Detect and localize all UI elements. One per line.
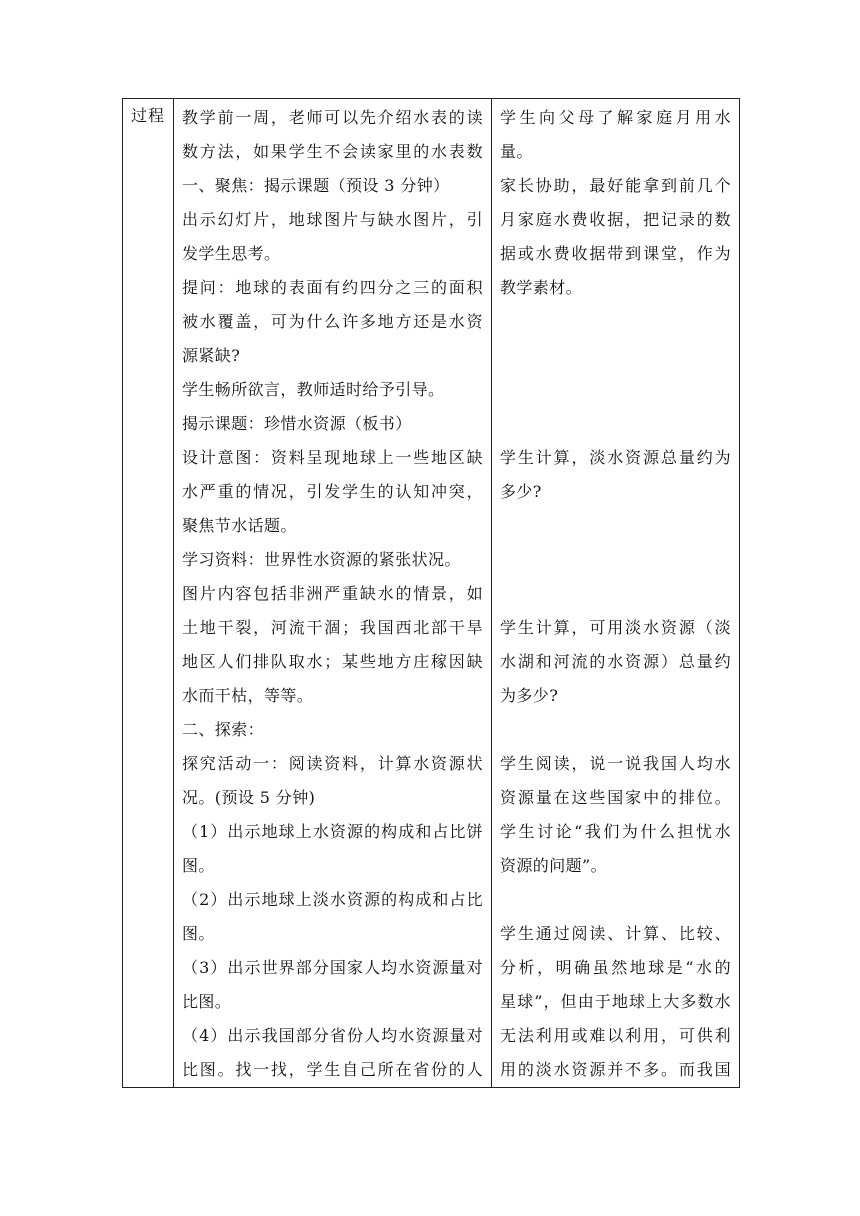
text-line: 多少? [500,482,542,501]
text-line: 资源的问题”。 [500,856,607,875]
text-line: 比图。找一找，学生自己所在省份的人 [182,1060,483,1079]
text-line: 被水覆盖，可为什么许多地方还是水资 [182,312,483,331]
text-line: 学生通过阅读、计算、比较、 [500,924,731,943]
text-line: 水严重的情况，引发学生的认知冲突， [182,482,483,501]
student-activity-cell [492,99,740,1088]
text-line: 水而干枯，等等。 [182,686,314,705]
text-line: 教学前一周，老师可以先介绍水表的读 [182,108,483,127]
lesson-plan-table [122,98,740,1088]
text-line [500,543,731,577]
text-line: 用的淡水资源并不多。而我国 [500,1060,731,1079]
text-line: 为多少? [500,686,559,705]
text-line: 水湖和河流的水资源）总量约 [500,652,731,671]
text-line: 资源量在这些国家中的排位。 [500,788,731,807]
text-line: 揭示课题：珍惜水资源（板书） [182,414,412,433]
text-line: 分析，明确虽然地球是“水的 [500,958,731,977]
table-row [123,99,740,1088]
text-line [500,509,731,543]
text-line: 量。 [500,142,533,161]
text-line: 源紧缺? [182,346,241,365]
text-line: 况。(预设 5 分钟) [182,788,316,807]
text-line: （3）出示世界部分国家人均水资源量对 [182,958,483,977]
text-line [500,577,731,611]
teaching-process-text [174,99,491,1087]
text-line: （4）出示我国部分省份人均水资源量对 [182,1026,483,1045]
text-line: 学生计算，可用淡水资源（淡 [500,618,731,637]
student-activity-text [492,99,739,1087]
row-label: 过程 [130,106,165,125]
row-label-cell [123,99,174,1088]
text-line: 地区人们排队取水；某些地方庄稼因缺 [182,652,483,671]
text-line: 学生讨论“我们为什么担忧水 [500,822,731,841]
text-line: 学生向父母了解家庭月用水 [500,108,731,127]
text-line: 据或水费收据带到课堂，作为 [500,244,731,263]
text-line: 家长协助，最好能拿到前几个 [500,176,731,195]
text-line: 发学生思考。 [182,244,281,263]
text-line [500,305,731,339]
text-line [500,713,731,747]
text-line: 图片内容包括非洲严重缺水的情景，如 [182,584,483,603]
text-line: 土地干裂，河流干涸；我国西北部干旱 [182,618,483,637]
text-line [500,407,731,441]
text-line: 图。 [182,856,215,875]
text-line: （1）出示地球上水资源的构成和占比饼 [182,822,483,841]
text-line: 星球”，但由于地球上大多数水 [500,992,731,1011]
text-line: 探究活动一：阅读资料，计算水资源状 [182,754,483,773]
text-line [500,883,731,917]
text-line: 一、聚焦：揭示课题（预设 3 分钟） [182,176,450,195]
text-line: 学习资料：世界性水资源的紧张状况。 [182,550,461,569]
teaching-process-cell [174,99,492,1088]
text-line: 出示幻灯片，地球图片与缺水图片，引 [182,210,483,229]
text-line: 无法利用或难以利用，可供利 [500,1026,731,1045]
text-line: （2）出示地球上淡水资源的构成和占比 [182,890,483,909]
text-line: 设计意图：资料呈现地球上一些地区缺 [182,448,483,467]
text-line: 学生计算，淡水资源总量约为 [500,448,731,467]
text-line: 学生畅所欲言，教师适时给予引导。 [182,380,445,399]
text-line: 提问：地球的表面有约四分之三的面积 [182,278,483,297]
text-line: 数方法，如果学生不会读家里的水表数 [182,142,483,161]
text-line [500,339,731,373]
text-line: 比图。 [182,992,232,1011]
text-line [500,373,731,407]
text-line: 月家庭水费收据，把记录的数 [500,210,731,229]
text-line: 图。 [182,924,215,943]
text-line: 教学素材。 [500,278,583,297]
text-line: 二、探索： [182,720,265,739]
text-line: 聚焦节水话题。 [182,516,297,535]
text-line: 学生阅读，说一说我国人均水 [500,754,731,773]
